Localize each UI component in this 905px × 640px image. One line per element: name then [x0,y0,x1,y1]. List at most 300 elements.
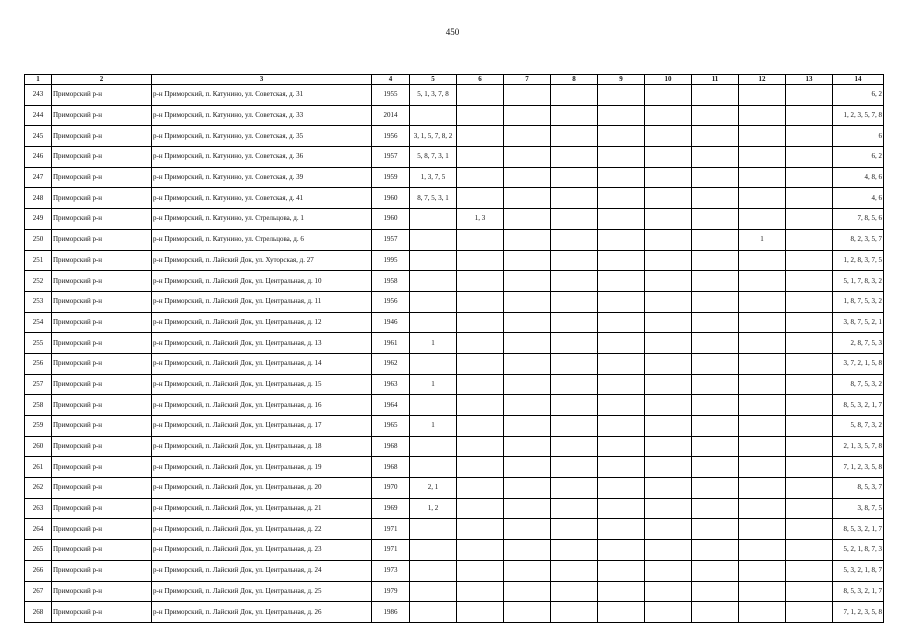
cell-col-14: 7, 1, 2, 3, 5, 8 [833,457,884,478]
cell-col-12 [739,540,786,561]
cell-col-6 [457,436,504,457]
cell-col-1: 245 [25,126,52,147]
cell-col-12 [739,126,786,147]
cell-col-8 [551,560,598,581]
cell-col-5 [410,312,457,333]
cell-col-4: 1963 [372,374,410,395]
cell-col-6 [457,519,504,540]
cell-col-3: р-н Приморский, п. Лайский Док, ул. Центральная, д. 22 [152,519,372,540]
cell-col-12 [739,602,786,623]
cell-col-2: Приморский р-н [52,209,152,230]
cell-col-8 [551,85,598,106]
page-number: 450 [445,27,460,37]
cell-col-5 [410,105,457,126]
cell-col-6 [457,457,504,478]
cell-col-5: 1 [410,374,457,395]
cell-col-8 [551,457,598,478]
cell-col-14: 7, 1, 2, 3, 5, 8 [833,602,884,623]
cell-col-13 [786,353,833,374]
cell-col-9 [598,478,645,499]
cell-col-9 [598,271,645,292]
cell-col-1: 262 [25,478,52,499]
cell-col-6 [457,85,504,106]
column-header-6: 6 [457,75,504,85]
cell-col-9 [598,312,645,333]
table-row [25,602,884,623]
cell-col-9 [598,209,645,230]
column-header-9: 9 [598,75,645,85]
cell-col-5: 8, 7, 5, 3, 1 [410,188,457,209]
cell-col-6 [457,333,504,354]
cell-col-14: 1, 2, 3, 5, 7, 8 [833,105,884,126]
table-row [25,498,884,519]
cell-col-6 [457,188,504,209]
cell-col-7 [504,436,551,457]
cell-col-10 [645,85,692,106]
cell-col-1: 266 [25,560,52,581]
cell-col-11 [692,560,739,581]
table-row [25,291,884,312]
cell-col-1: 267 [25,581,52,602]
cell-col-1: 248 [25,188,52,209]
cell-col-1: 257 [25,374,52,395]
cell-col-6 [457,229,504,250]
cell-col-1: 258 [25,395,52,416]
cell-col-6 [457,147,504,168]
cell-col-12 [739,167,786,188]
cell-col-10 [645,353,692,374]
cell-col-3: р-н Приморский, п. Лайский Док, ул. Центральная, д. 18 [152,436,372,457]
table-row [25,167,884,188]
cell-col-8 [551,147,598,168]
cell-col-1: 259 [25,416,52,437]
cell-col-13 [786,209,833,230]
cell-col-2: Приморский р-н [52,250,152,271]
cell-col-9 [598,353,645,374]
cell-col-11 [692,333,739,354]
cell-col-7 [504,312,551,333]
table-row [25,416,884,437]
cell-col-7 [504,271,551,292]
cell-col-5: 5, 1, 3, 7, 8 [410,85,457,106]
cell-col-10 [645,167,692,188]
cell-col-14: 6 [833,126,884,147]
cell-col-11 [692,457,739,478]
cell-col-3: р-н Приморский, п. Катунино, ул. Стрельцова, д. 6 [152,229,372,250]
cell-col-7 [504,519,551,540]
cell-col-13 [786,602,833,623]
column-header-7: 7 [504,75,551,85]
cell-col-2: Приморский р-н [52,602,152,623]
cell-col-12 [739,416,786,437]
cell-col-7 [504,602,551,623]
cell-col-2: Приморский р-н [52,312,152,333]
cell-col-8 [551,126,598,147]
cell-col-3: р-н Приморский, п. Лайский Док, ул. Хуторская, д. 27 [152,250,372,271]
cell-col-1: 256 [25,353,52,374]
cell-col-9 [598,167,645,188]
cell-col-6 [457,105,504,126]
cell-col-10 [645,560,692,581]
cell-col-6 [457,395,504,416]
cell-col-9 [598,436,645,457]
table-row [25,457,884,478]
cell-col-1: 265 [25,540,52,561]
cell-col-12 [739,353,786,374]
cell-col-11 [692,353,739,374]
cell-col-5: 1, 3, 7, 5 [410,167,457,188]
cell-col-8 [551,374,598,395]
cell-col-13 [786,312,833,333]
cell-col-3: р-н Приморский, п. Лайский Док, ул. Центральная, д. 16 [152,395,372,416]
cell-col-3: р-н Приморский, п. Катунино, ул. Советская, д. 33 [152,105,372,126]
cell-col-8 [551,229,598,250]
cell-col-2: Приморский р-н [52,105,152,126]
cell-col-9 [598,229,645,250]
cell-col-12 [739,581,786,602]
cell-col-8 [551,436,598,457]
cell-col-5 [410,457,457,478]
cell-col-12 [739,436,786,457]
cell-col-14: 8, 7, 5, 3, 2 [833,374,884,395]
cell-col-7 [504,147,551,168]
cell-col-1: 254 [25,312,52,333]
cell-col-8 [551,416,598,437]
table-row [25,105,884,126]
cell-col-9 [598,519,645,540]
cell-col-7 [504,498,551,519]
cell-col-11 [692,581,739,602]
cell-col-11 [692,498,739,519]
cell-col-1: 264 [25,519,52,540]
cell-col-3: р-н Приморский, п. Лайский Док, ул. Центральная, д. 10 [152,271,372,292]
cell-col-1: 253 [25,291,52,312]
cell-col-12 [739,250,786,271]
cell-col-6 [457,498,504,519]
cell-col-10 [645,147,692,168]
cell-col-13 [786,250,833,271]
column-header-5: 5 [410,75,457,85]
cell-col-10 [645,250,692,271]
table-row [25,209,884,230]
cell-col-4: 1979 [372,581,410,602]
cell-col-13 [786,374,833,395]
cell-col-14: 3, 8, 7, 5, 2, 1 [833,312,884,333]
cell-col-5 [410,540,457,561]
cell-col-7 [504,457,551,478]
cell-col-10 [645,105,692,126]
cell-col-14: 5, 8, 7, 3, 2 [833,416,884,437]
cell-col-10 [645,209,692,230]
cell-col-12 [739,271,786,292]
cell-col-10 [645,188,692,209]
cell-col-7 [504,395,551,416]
cell-col-2: Приморский р-н [52,416,152,437]
cell-col-2: Приморский р-н [52,167,152,188]
cell-col-11 [692,250,739,271]
cell-col-5 [410,581,457,602]
cell-col-2: Приморский р-н [52,147,152,168]
cell-col-2: Приморский р-н [52,540,152,561]
cell-col-4: 1960 [372,209,410,230]
cell-col-14: 1, 2, 8, 3, 7, 5 [833,250,884,271]
table-row [25,560,884,581]
cell-col-3: р-н Приморский, п. Лайский Док, ул. Центральная, д. 15 [152,374,372,395]
table-row [25,312,884,333]
cell-col-9 [598,188,645,209]
cell-col-1: 252 [25,271,52,292]
cell-col-6 [457,126,504,147]
cell-col-4: 1968 [372,457,410,478]
cell-col-13 [786,581,833,602]
cell-col-7 [504,126,551,147]
cell-col-14: 2, 1, 3, 5, 7, 8 [833,436,884,457]
cell-col-3: р-н Приморский, п. Лайский Док, ул. Центральная, д. 12 [152,312,372,333]
column-header-8: 8 [551,75,598,85]
cell-col-9 [598,85,645,106]
cell-col-2: Приморский р-н [52,436,152,457]
cell-col-14: 8, 2, 3, 5, 7 [833,229,884,250]
cell-col-12 [739,498,786,519]
cell-col-11 [692,229,739,250]
table-row [25,271,884,292]
cell-col-2: Приморский р-н [52,498,152,519]
cell-col-11 [692,478,739,499]
cell-col-8 [551,333,598,354]
cell-col-2: Приморский р-н [52,188,152,209]
cell-col-9 [598,374,645,395]
cell-col-4: 1962 [372,353,410,374]
cell-col-1: 246 [25,147,52,168]
cell-col-13 [786,271,833,292]
cell-col-11 [692,540,739,561]
column-header-13: 13 [786,75,833,85]
cell-col-7 [504,560,551,581]
cell-col-4: 1995 [372,250,410,271]
cell-col-3: р-н Приморский, п. Катунино, ул. Советская, д. 36 [152,147,372,168]
cell-col-2: Приморский р-н [52,353,152,374]
cell-col-1: 249 [25,209,52,230]
cell-col-8 [551,209,598,230]
cell-col-12 [739,105,786,126]
cell-col-3: р-н Приморский, п. Лайский Док, ул. Центральная, д. 17 [152,416,372,437]
cell-col-13 [786,395,833,416]
cell-col-5 [410,291,457,312]
cell-col-13 [786,188,833,209]
cell-col-11 [692,126,739,147]
cell-col-5: 1 [410,333,457,354]
cell-col-6 [457,374,504,395]
cell-col-8 [551,519,598,540]
cell-col-5 [410,353,457,374]
cell-col-3: р-н Приморский, п. Лайский Док, ул. Центральная, д. 23 [152,540,372,561]
cell-col-14: 5, 3, 2, 1, 8, 7 [833,560,884,581]
cell-col-2: Приморский р-н [52,291,152,312]
cell-col-12 [739,519,786,540]
cell-col-5: 5, 8, 7, 3, 1 [410,147,457,168]
cell-col-4: 1956 [372,126,410,147]
cell-col-7 [504,167,551,188]
cell-col-13 [786,126,833,147]
cell-col-4: 1961 [372,333,410,354]
cell-col-11 [692,602,739,623]
table-row [25,436,884,457]
cell-col-2: Приморский р-н [52,126,152,147]
cell-col-14: 4, 6 [833,188,884,209]
cell-col-8 [551,581,598,602]
table-row [25,229,884,250]
cell-col-8 [551,353,598,374]
cell-col-5: 3, 1, 5, 7, 8, 2 [410,126,457,147]
cell-col-8 [551,540,598,561]
cell-col-8 [551,167,598,188]
cell-col-2: Приморский р-н [52,457,152,478]
table-row [25,395,884,416]
cell-col-7 [504,188,551,209]
cell-col-8 [551,291,598,312]
cell-col-7 [504,209,551,230]
cell-col-6 [457,602,504,623]
cell-col-12 [739,333,786,354]
cell-col-9 [598,457,645,478]
cell-col-4: 1971 [372,519,410,540]
cell-col-4: 1957 [372,147,410,168]
cell-col-9 [598,105,645,126]
cell-col-14: 8, 5, 3, 7 [833,478,884,499]
cell-col-7 [504,229,551,250]
cell-col-9 [598,395,645,416]
cell-col-1: 268 [25,602,52,623]
cell-col-5 [410,229,457,250]
cell-col-3: р-н Приморский, п. Катунино, ул. Советская, д. 41 [152,188,372,209]
cell-col-2: Приморский р-н [52,271,152,292]
cell-col-11 [692,167,739,188]
cell-col-9 [598,147,645,168]
cell-col-14: 4, 8, 6 [833,167,884,188]
cell-col-3: р-н Приморский, п. Катунино, ул. Советская, д. 35 [152,126,372,147]
cell-col-5 [410,271,457,292]
cell-col-13 [786,498,833,519]
column-header-3: 3 [152,75,372,85]
cell-col-14: 7, 8, 5, 6 [833,209,884,230]
cell-col-14: 5, 2, 1, 8, 7, 3 [833,540,884,561]
cell-col-8 [551,602,598,623]
cell-col-2: Приморский р-н [52,395,152,416]
cell-col-13 [786,291,833,312]
cell-col-10 [645,602,692,623]
cell-col-14: 1, 8, 7, 5, 3, 2 [833,291,884,312]
cell-col-11 [692,147,739,168]
cell-col-11 [692,374,739,395]
cell-col-7 [504,478,551,499]
cell-col-4: 1946 [372,312,410,333]
cell-col-6 [457,560,504,581]
cell-col-14: 3, 8, 7, 5 [833,498,884,519]
table-row [25,478,884,499]
cell-col-7 [504,374,551,395]
cell-col-8 [551,312,598,333]
table-body [25,85,884,623]
column-header-1: 1 [25,75,52,85]
cell-col-4: 1973 [372,560,410,581]
cell-col-11 [692,291,739,312]
cell-col-6 [457,416,504,437]
cell-col-12 [739,395,786,416]
cell-col-7 [504,250,551,271]
cell-col-4: 1965 [372,416,410,437]
cell-col-10 [645,271,692,292]
cell-col-2: Приморский р-н [52,374,152,395]
cell-col-13 [786,229,833,250]
cell-col-12 [739,374,786,395]
cell-col-7 [504,333,551,354]
cell-col-6 [457,250,504,271]
cell-col-1: 250 [25,229,52,250]
cell-col-5: 1, 2 [410,498,457,519]
cell-col-9 [598,498,645,519]
cell-col-6 [457,312,504,333]
cell-col-11 [692,395,739,416]
cell-col-4: 1986 [372,602,410,623]
cell-col-6 [457,167,504,188]
cell-col-13 [786,105,833,126]
cell-col-14: 5, 1, 7, 8, 3, 2 [833,271,884,292]
cell-col-12 [739,291,786,312]
cell-col-14: 6, 2 [833,85,884,106]
table-row [25,250,884,271]
cell-col-5 [410,560,457,581]
cell-col-12 [739,560,786,581]
cell-col-8 [551,105,598,126]
cell-col-3: р-н Приморский, п. Лайский Док, ул. Центральная, д. 24 [152,560,372,581]
cell-col-2: Приморский р-н [52,85,152,106]
cell-col-13 [786,560,833,581]
cell-col-4: 1957 [372,229,410,250]
cell-col-6 [457,581,504,602]
column-header-4: 4 [372,75,410,85]
cell-col-8 [551,498,598,519]
cell-col-9 [598,333,645,354]
cell-col-3: р-н Приморский, п. Катунино, ул. Советская, д. 31 [152,85,372,106]
cell-col-11 [692,209,739,230]
cell-col-1: 243 [25,85,52,106]
cell-col-11 [692,436,739,457]
cell-col-7 [504,85,551,106]
cell-col-12 [739,188,786,209]
column-header-2: 2 [52,75,152,85]
cell-col-3: р-н Приморский, п. Лайский Док, ул. Центральная, д. 25 [152,581,372,602]
cell-col-10 [645,374,692,395]
cell-col-13 [786,333,833,354]
cell-col-10 [645,291,692,312]
cell-col-4: 1959 [372,167,410,188]
column-header-14: 14 [833,75,884,85]
cell-col-14: 3, 7, 2, 1, 5, 8 [833,353,884,374]
cell-col-3: р-н Приморский, п. Лайский Док, ул. Центральная, д. 11 [152,291,372,312]
cell-col-1: 251 [25,250,52,271]
table-row [25,333,884,354]
cell-col-12 [739,209,786,230]
cell-col-2: Приморский р-н [52,519,152,540]
cell-col-12 [739,312,786,333]
cell-col-4: 1971 [372,540,410,561]
cell-col-3: р-н Приморский, п. Катунино, ул. Советская, д. 39 [152,167,372,188]
cell-col-10 [645,540,692,561]
cell-col-9 [598,602,645,623]
cell-col-12: 1 [739,229,786,250]
cell-col-4: 2014 [372,105,410,126]
table-row [25,85,884,106]
